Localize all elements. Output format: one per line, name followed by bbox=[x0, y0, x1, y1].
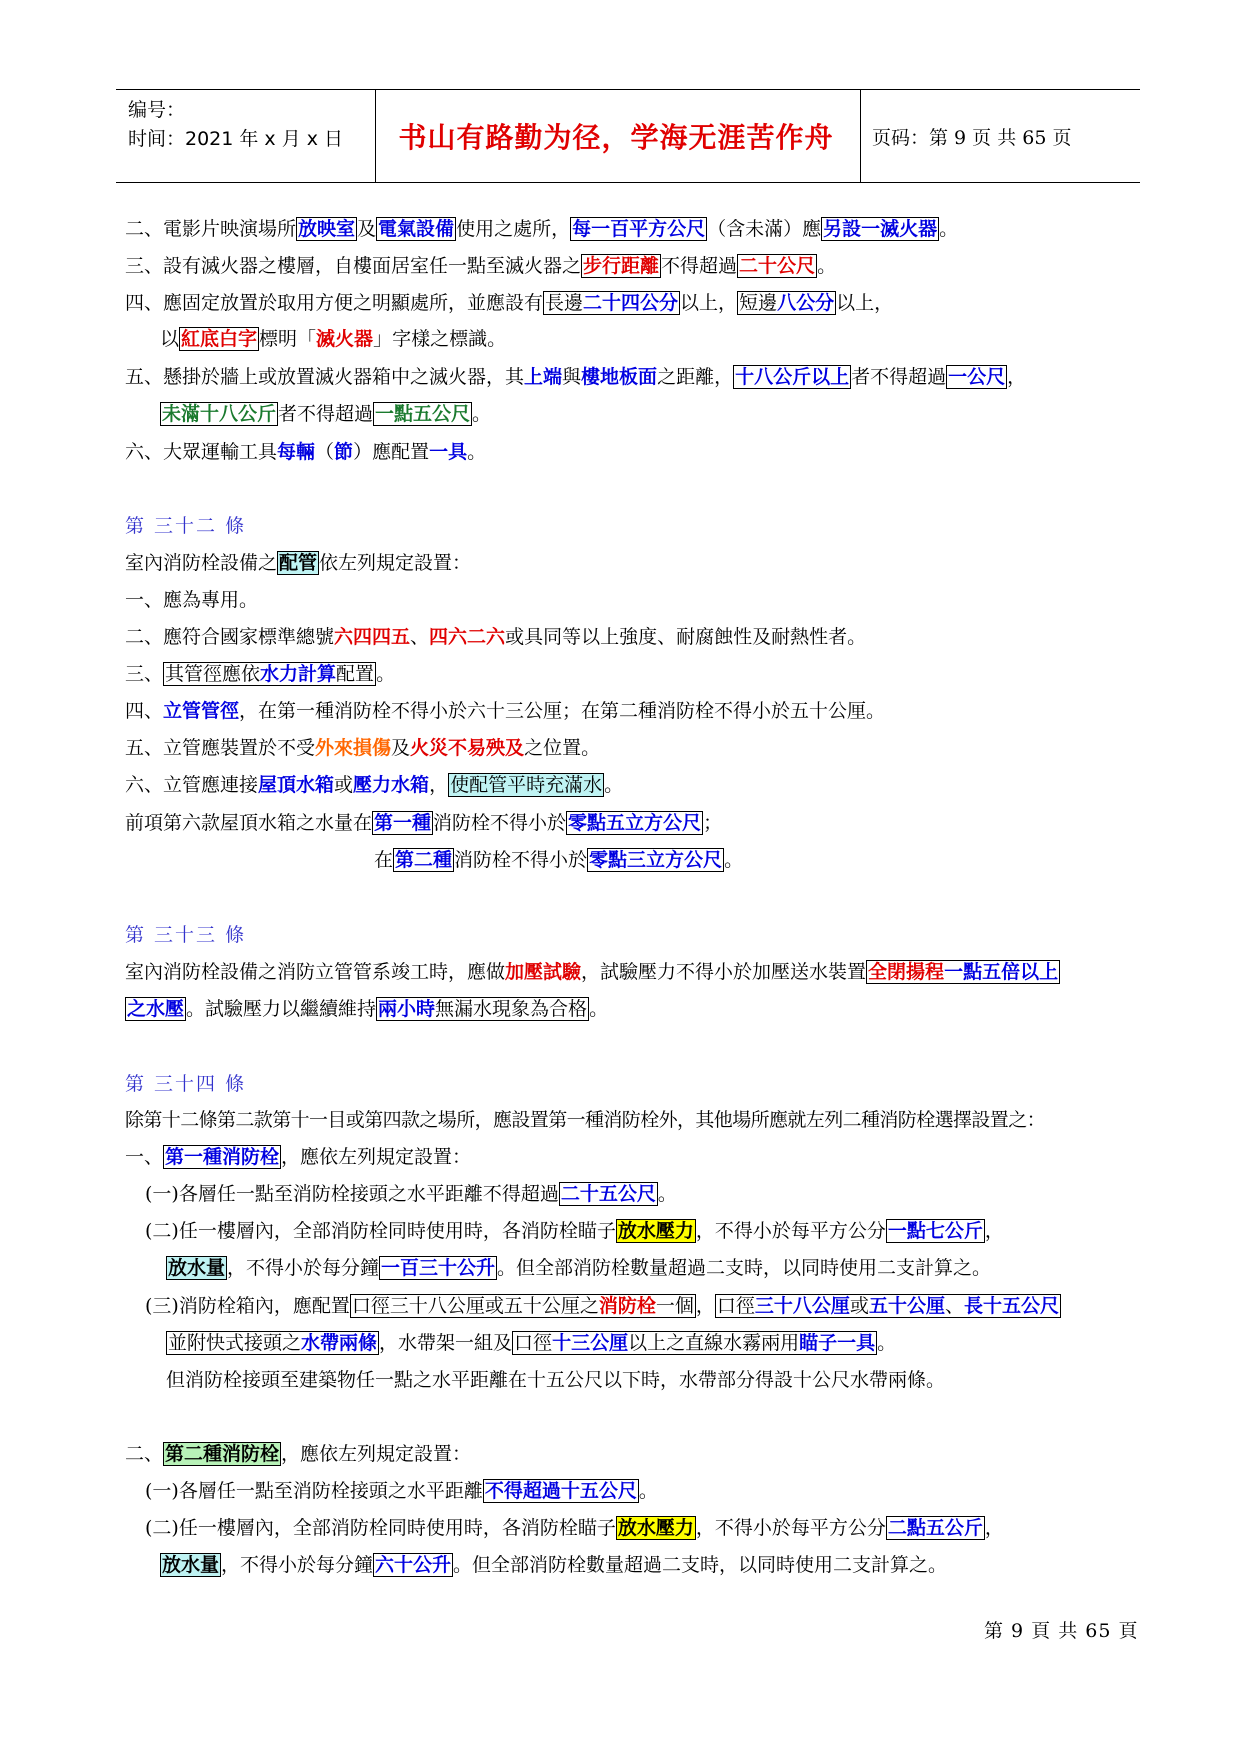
header-motto: 书山有路勤为径，学海无涯苦作舟 bbox=[398, 121, 834, 154]
line-3: 四、應固定放置於取用方便之明顯處所，並應設有 長邊二十四公分 以上， 短邊八公分 以上， bbox=[125, 292, 894, 314]
line-29: (二)任一樓層內，全部消防栓同時使用時，各消防栓瞄子 放水壓力 ，不得小於每平方公分 二點五公斤 ， bbox=[145, 1517, 1004, 1539]
line-6: 未滿十八公斤 者不得超過 一點五公尺 。 bbox=[162, 403, 492, 425]
line-5: 五、懸掛於牆上或放置滅火器箱中之滅火器，其上端與樓地板面之距離， 十八公斤以上 者不得超過 一公尺 ， bbox=[125, 366, 1027, 388]
page-footer: 第 9 頁 共 65 頁 bbox=[984, 1620, 1139, 1642]
line-4: 以 紅底白字 標明「滅火器」字樣之標識。 bbox=[160, 328, 507, 350]
line-24: (三)消防栓箱內，應配置 口徑三十八公厘或五十公厘之消防栓一個 ， 口徑三十八公厘或五十公厘、長十五公尺 bbox=[145, 1295, 1059, 1317]
line-12: 四、立管管徑，在第一種消防栓不得小於六十三公厘；在第二種消防栓不得小於五十公厘。 bbox=[125, 700, 886, 722]
line-30: 放水量 ，不得小於每分鐘 六十公升 。但全部消防栓數量超過二支時，以同時使用二支計算之。 bbox=[162, 1554, 948, 1576]
line-19: 除第十二條第二款第十一目或第四款之場所，應設置第一種消防栓外，其他場所應就左列二種消防栓選擇設置之： bbox=[125, 1109, 1046, 1131]
line-8: 室內消防栓設備之 配管 依左列規定設置： bbox=[125, 552, 472, 574]
line-26: 但消防栓接頭至建築物任一點之水平距離在十五公尺以下時，水帶部分得設十公尺水帶兩條。 bbox=[166, 1369, 946, 1391]
line-9: 一、應為專用。 bbox=[125, 589, 259, 611]
line-25: 並附快式接頭之水帶兩條 ，水帶架一組及 口徑十三公厘以上之直線水霧兩用瞄子一具 。 bbox=[168, 1332, 897, 1354]
line-23: 放水量 ，不得小於每分鐘 一百三十公升 。但全部消防栓數量超過二支時，以同時使用二支計算之。 bbox=[168, 1257, 992, 1279]
line-18: 之水壓 。試驗壓力以繼續維持 兩小時無漏水現象為合格 。 bbox=[127, 998, 609, 1020]
line-16: 在 第二種 消防栓不得小於 零點三立方公尺 。 bbox=[374, 849, 744, 871]
doc-number: 编号： bbox=[128, 99, 186, 121]
header-page-number: 页码：第 9 页 共 65 页 bbox=[872, 126, 1072, 149]
line-1: 二、電影片映演場所 放映室 及 電氣設備 使用之處所， 每一百平方公尺 （含未滿）應 另設一滅火器 。 bbox=[125, 218, 959, 240]
line-17: 室內消防栓設備之消防立管管系竣工時，應做加壓試驗，試驗壓力不得小於加壓送水裝置 全閉揚程一點五倍以上 bbox=[125, 961, 1059, 983]
article-33-heading: 第 三十三 條 bbox=[125, 924, 247, 946]
article-34-heading: 第 三十四 條 bbox=[125, 1073, 247, 1095]
line-11: 三、 其管徑應依水力計算配置 。 bbox=[125, 663, 396, 685]
article-32-heading: 第 三十二 條 bbox=[125, 515, 247, 537]
line-14: 六、立管應連接屋頂水箱或壓力水箱， 使配管平時充滿水 。 bbox=[125, 774, 624, 796]
line-22: (二)任一樓層內，全部消防栓同時使用時，各消防栓瞄子 放水壓力 ，不得小於每平方公分 一點七公斤 ， bbox=[145, 1220, 1004, 1242]
line-15: 前項第六款屋頂水箱之水量在 第一種 消防栓不得小於 零點五立方公尺 ； bbox=[125, 812, 723, 834]
line-10: 二、應符合國家標準總號六四四五、四六二六或具同等以上強度、耐腐蝕性及耐熱性者。 bbox=[125, 626, 867, 648]
line-27: 二、 第二種消防栓 ，應依左列規定設置： bbox=[125, 1443, 472, 1465]
header-table bbox=[116, 89, 1140, 183]
line-20: 一、 第一種消防栓 ，應依左列規定設置： bbox=[125, 1146, 472, 1168]
line-7: 六、大眾運輸工具每輛（節）應配置一具。 bbox=[125, 441, 487, 463]
line-2: 三、設有滅火器之樓層，自樓面居室任一點至滅火器之 步行距離 不得超過 二十公尺 。 bbox=[125, 255, 837, 277]
header-info bbox=[128, 96, 383, 176]
doc-date: 时间：2021 年 x 月 x 日 bbox=[128, 128, 344, 150]
line-13: 五、立管應裝置於不受外來損傷及火災不易殃及之位置。 bbox=[125, 737, 601, 759]
line-21: (一)各層任一點至消防栓接頭之水平距離不得超過 二十五公尺 。 bbox=[145, 1183, 677, 1205]
line-28: (一)各層任一點至消防栓接頭之水平距離 不得超過十五公尺 。 bbox=[145, 1480, 658, 1502]
